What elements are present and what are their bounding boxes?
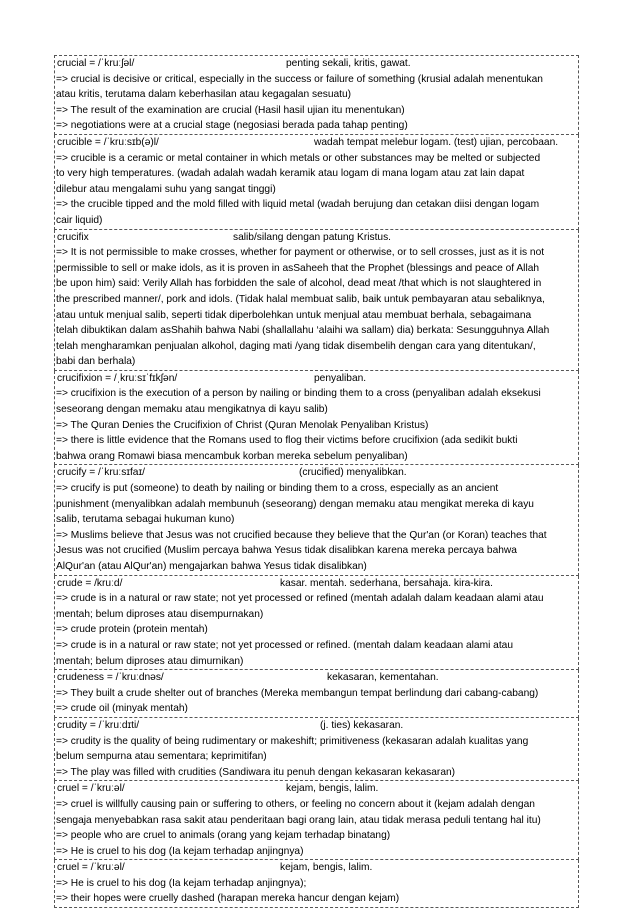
entry-line: sengaja menyebabkan rasa sakit atau penderitaan bagi orang lain, atau tidak merasa peduli tentang hal itu) [56,814,541,826]
entry-line: mentah; belum diproses atau disempurnakan) [56,608,264,620]
entry-line: => cruel is willfully causing pain or suffering to others, or feeling no concern about it (kejam adalah dengan [56,798,535,810]
entry-line: seseorang dengan memaku atau mengikatnya di kayu salib) [56,404,328,416]
entry-crucial [54,55,579,135]
entry-line: bahwa orang Romawi biasa mencambuk korban mereka sebelum penyaliban) [56,450,408,462]
entry-head [56,576,577,592]
entry-line: => The result of the examination are crucial (Hasil hasil ujian itu menentukan) [56,104,405,116]
entry-line: punishment (menyalibkan adalah membunuh (seseorang) dengan memaku atau mengikat mereka di kayu [56,498,534,510]
entry-crucify [54,465,579,575]
entry-term: crudity = /ˈkruːdɪti/ [57,719,140,731]
entry-head [56,56,577,72]
entry-line: dilebur atau mengalami suhu yang sangat tinggi) [56,183,276,195]
entry-crude [54,576,579,671]
entry-term: cruel = /ˈkruːəl/ [57,862,125,874]
entry-cruel-2 [54,860,579,908]
entry-definition: wadah tempat melebur logam. (test) ujian, percobaan. [314,136,559,148]
entry-term: crucible = /ˈkruːsɪb(ə)l/ [57,136,159,148]
entry-line: belum sempurna atau sementara; keprimitifan) [56,751,267,763]
entry-line: => crude protein (protein mentah) [56,624,208,636]
entry-line: atau kritis, terutama dalam keberhasilan atau kegagalan sesuatu) [56,89,352,101]
entry-definition: kejam, bengis, lalim. [280,862,373,874]
entry-crudity [54,718,579,781]
entry-term: crucifixion = /ˌkruːsɪˈfɪkʃən/ [57,372,178,384]
entry-line: => crude oil (minyak mentah) [56,703,188,715]
entry-line: => people who are cruel to animals (orang yang kejam terhadap binatang) [56,830,391,842]
entry-line: => crucial is decisive or critical, especially in the success or failure of something (krusial adalah menentukan [56,73,543,85]
entry-head [56,860,577,876]
entry-head [56,670,577,686]
entry-line: => Muslims believe that Jesus was not crucified because they believe that the Qur'an (or Koran) teaches that [56,529,547,541]
entry-line: => crudity is the quality of being rudimentary or makeshift; primitiveness (kekasaran adalah kualitas yang [56,735,529,747]
entry-definition: salib/silang dengan patung Kristus. [233,231,392,243]
entry-head [56,465,577,481]
entry-crucifix [54,230,579,371]
entry-cruel [54,781,579,860]
entry-line: => the crucible tipped and the mold filled with liquid metal (wadah berujung dan cetakan diisi dengan logam [56,199,540,211]
entry-line: telah mengharamkan penjualan alkohol, daging mati /yang tidak disembelih dengan cara yang ditentukan/, [56,340,536,352]
entry-definition: (crucified) menyalibkan. [299,467,407,479]
entry-line: => their hopes were cruelly dashed (harapan mereka hancur dengan kejam) [56,893,400,905]
entry-line: => there is little evidence that the Romans used to flog their victims before crucifixion (ada sedikit bukti [56,435,518,447]
entry-term: crucify = /ˈkruːsɪfaɪ/ [57,467,145,479]
entry-term: crude = /kruːd/ [57,577,123,589]
entry-line: babi dan berhala) [56,356,136,368]
entry-line: to very high temperatures. (wadah adalah wadah keramik atau logam di mana logam atau zat lain dapat [56,168,525,180]
entry-line: => He is cruel to his dog (Ia kejam terhadap anjingnya); [56,877,307,889]
entry-definition: penyaliban. [314,372,367,384]
entry-definition: penting sekali, kritis, gawat. [286,58,411,69]
entry-definition: kejam, bengis, lalim. [286,783,379,795]
entry-line: Jesus was not crucified (Muslim percaya bahwa Yesus tidak disalibkan karena mereka percaya bahwa [56,545,517,557]
entry-line: => He is cruel to his dog (Ia kejam terhadap anjingnya) [56,845,304,857]
entry-head [56,371,577,387]
entry-line: salib, terutama sebagai hukuman kuno) [56,514,235,526]
entry-crucifixion [54,371,579,466]
entry-line: => They built a crude shelter out of branches (Mereka membangun tempat berlindung dari cabang-cabang) [56,687,539,699]
entry-line: the prescribed manner/, pork and idols. (Tidak halal membuat salib, baik untuk pembayaran atau sebaliknya, [56,293,545,305]
entry-head [56,230,577,246]
entry-definition: (j. ties) kekasaran. [320,719,404,731]
entry-term: crucifix [57,231,89,243]
entry-term: crudeness = /ˈkruːdnəs/ [57,672,164,684]
entry-line: be upon him) said: Verily Allah has forbidden the sale of alcohol, dead meat /that which is not slaughtered in [56,278,542,290]
entry-term: cruel = /ˈkruːəl/ [57,783,125,795]
entry-head [56,718,577,734]
entry-line: mentah; belum diproses atau dimurnikan) [56,655,244,667]
entry-line: atau untuk menjual salib, seperti tidak diperbolehkan untuk menjual atau membuat berhala, sebagaimana [56,309,532,321]
entry-line: cair liquid) [56,214,103,226]
entry-line: telah dibuktikan dalam asShahih bahwa Nabi (shallallahu ‘alaihi wa sallam) dia) berkata: Sesungguhnya Allah [56,325,550,337]
entry-head [56,135,577,151]
entry-crudeness [54,670,579,718]
entry-term: crucial = /ˈkruːʃəl/ [57,58,135,69]
dictionary-page [54,55,579,908]
entry-definition: kekasaran, kementahan. [327,672,439,684]
entry-crucible [54,135,579,230]
entry-line: permissible to sell or make idols, as it is proven in asSaheeh that the Prophet (blessings and peace of Allah [56,262,540,274]
entry-line: => crude is in a natural or raw state; not yet processed or refined (mentah adalah dalam keadaan alami atau [56,593,544,605]
entry-line: => crucible is a ceramic or metal container in which metals or other substances may be melted or subjected [56,152,541,164]
entry-line: => negotiations were at a crucial stage (negosiasi berada pada tahap penting) [56,120,408,132]
entry-line: => crucify is put (someone) to death by nailing or binding them to a cross, especially as an ancient [56,483,499,495]
entry-line: => It is not permissible to make crosses, whether for payment or otherwise, or to sell crosses, just as it is not [56,247,545,259]
entry-line: => crude is in a natural or raw state; not yet processed or refined. (mentah dalam keadaan alami atau [56,639,513,651]
entry-line: => The play was filled with crudities (Sandiwara itu penuh dengan kekasaran kekasaran) [56,766,456,778]
entry-head [56,781,577,797]
entry-line: => The Quran Denies the Crucifixion of Christ (Quran Menolak Penyaliban Kristus) [56,419,429,431]
entry-line: => crucifixion is the execution of a person by nailing or binding them to a cross (penyaliban adalah eksekusi [56,388,541,400]
entry-definition: kasar. mentah. sederhana, bersahaja. kira-kira. [280,577,493,589]
entry-line: AlQur'an (atau AlQur'an) mengajarkan bahwa Yesus tidak disalibkan) [56,561,367,572]
